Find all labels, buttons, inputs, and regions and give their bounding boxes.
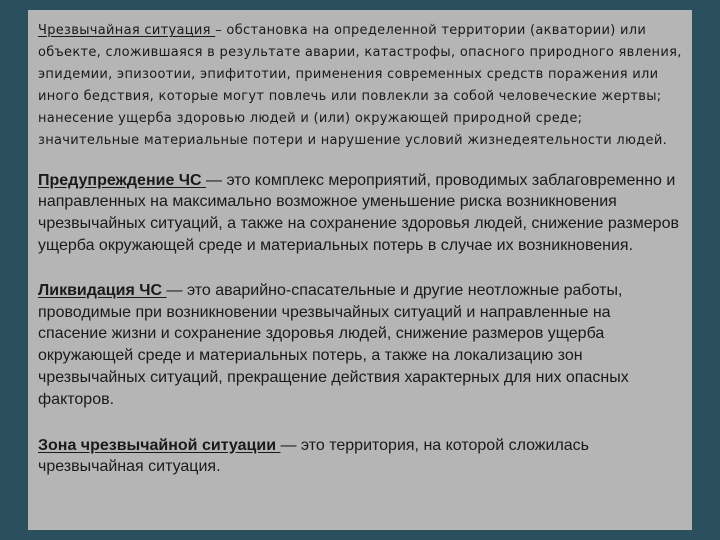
definition-emergency-text: – обстановка на определенной территории (акватории) или объекте, сложившаяся в результате аварии, катастрофы, опасного природного явления, эпидемии, эпизоотии, эпифитотии, применения современных средств поражения или иного бедствия, которые могут повлечь или повлекли за собой человеческие жертвы; нанесение ущерба здоровью людей и (или) окружающей природной среде; значительные материальные потери и нарушение условий жизнедеятельности людей.: [38, 23, 682, 149]
definition-emergency: [38, 20, 682, 153]
definition-prevention-text: — это комплекс мероприятий, проводимых заблаговременно и направленных на максимально возможное уменьшение риска возникновения чрезвычайных ситуаций, а также на сохранение здоровья людей, снижение размеров ущерба окружающей среде и материальных потерь в случае их возникновения.: [38, 171, 679, 254]
term-prevention: Предупреждение ЧС: [38, 171, 207, 189]
definition-emergency-zone-text: — это территория, на которой сложилась чрезвычайная ситуация.: [38, 436, 590, 476]
term-emergency-zone: Зона чрезвычайной ситуации: [38, 436, 281, 454]
definition-emergency-zone: [38, 435, 682, 479]
term-liquidation: Ликвидация ЧС: [38, 281, 167, 299]
definition-prevention: [38, 170, 682, 257]
definition-liquidation-text: — это аварийно-спасательные и другие неотложные работы, проводимые при возникновении чрезвычайных ситуаций и направленные на спасение жизни и сохранение здоровья людей, снижение размеров ущерба окружающей среде и материальных потерь, а также на локализацию зон чрезвычайных ситуаций, прекращение действия характерных для них опасных факторов.: [38, 281, 629, 408]
definition-liquidation: [38, 280, 682, 411]
term-emergency: Чрезвычайная ситуация: [38, 23, 216, 38]
content-card: [28, 10, 692, 530]
